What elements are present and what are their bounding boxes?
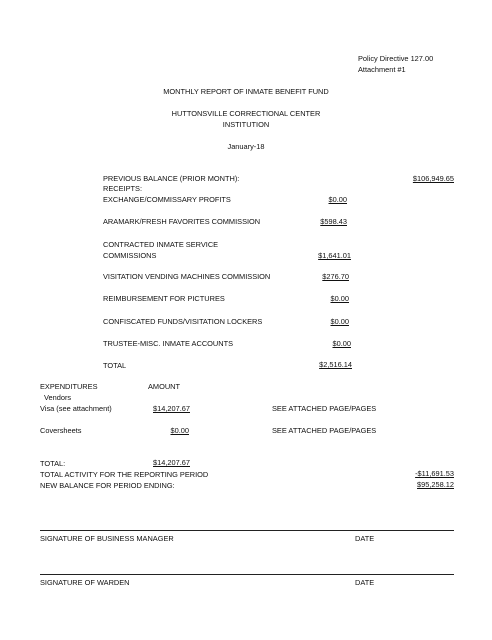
receipt-label: CONTRACTED INMATE SERVICE — [103, 240, 219, 249]
warden-date-label: DATE — [355, 578, 375, 587]
receipt-label: TRUSTEE-MISC. INMATE ACCOUNTS — [103, 339, 234, 348]
amount-header: AMOUNT — [148, 382, 181, 391]
warden-signature-line — [40, 574, 454, 575]
vendors-label: Vendors — [44, 393, 72, 402]
receipts-total-value: $2,516.14 — [319, 360, 352, 369]
expenditure-note: SEE ATTACHED PAGE/PAGES — [272, 426, 377, 435]
new-balance-label: NEW BALANCE FOR PERIOD ENDING: — [40, 481, 175, 490]
center-name: HUTTONSVILLE CORRECTIONAL CENTER — [171, 109, 321, 118]
institution-label: INSTITUTION — [222, 120, 270, 129]
receipts-label: RECEIPTS: — [103, 184, 143, 193]
total-activity-label: TOTAL ACTIVITY FOR THE REPORTING PERIOD — [40, 470, 209, 479]
previous-balance-label: PREVIOUS BALANCE (PRIOR MONTH): — [103, 174, 240, 183]
expenditures-label: EXPENDITURES — [40, 382, 98, 391]
receipt-value: $1,641.01 — [318, 251, 351, 260]
report-period: January-18 — [227, 142, 265, 151]
manager-date-label: DATE — [355, 534, 375, 543]
expenditure-label: Visa (see attachment) — [40, 404, 112, 413]
receipt-value: $0.00 — [332, 339, 351, 348]
expenditures-total-label: TOTAL: — [40, 459, 66, 468]
receipt-value: $0.00 — [328, 195, 347, 204]
new-balance-value: $95,258.12 — [417, 480, 454, 489]
receipt-label: VISITATION VENDING MACHINES COMMISSION — [103, 272, 271, 281]
receipt-label: ARAMARK/FRESH FAVORITES COMMISSION — [103, 217, 261, 226]
receipt-label: EXCHANGE/COMMISSARY PROFITS — [103, 195, 231, 204]
attachment-label: Attachment #1 — [358, 65, 406, 74]
receipt-value: $0.00 — [330, 294, 349, 303]
expenditure-note: SEE ATTACHED PAGE/PAGES — [272, 404, 377, 413]
receipt-value: $598.43 — [320, 217, 347, 226]
receipt-value: $0.00 — [330, 317, 349, 326]
expenditure-label: Coversheets — [40, 426, 82, 435]
expenditures-total-value: $14,207.67 — [153, 458, 190, 467]
warden-signature-label: SIGNATURE OF WARDEN — [40, 578, 130, 587]
receipt-label: REIMBURSEMENT FOR PICTURES — [103, 294, 225, 303]
receipt-value: $276.70 — [322, 272, 349, 281]
expenditure-amount: $14,207.67 — [153, 404, 190, 413]
expenditure-amount: $0.00 — [170, 426, 189, 435]
previous-balance-value: $106,949.65 — [412, 174, 454, 183]
receipts-total-label: TOTAL — [103, 361, 127, 370]
total-activity-value: -$11,691.53 — [415, 469, 454, 478]
manager-signature-label: SIGNATURE OF BUSINESS MANAGER — [40, 534, 174, 543]
receipt-label-continued: COMMISSIONS — [103, 251, 157, 260]
manager-signature-line — [40, 530, 454, 531]
report-title: MONTHLY REPORT OF INMATE BENEFIT FUND — [163, 87, 329, 96]
policy-directive: Policy Directive 127.00 — [358, 54, 434, 63]
receipt-label: CONFISCATED FUNDS/VISITATION LOCKERS — [103, 317, 263, 326]
